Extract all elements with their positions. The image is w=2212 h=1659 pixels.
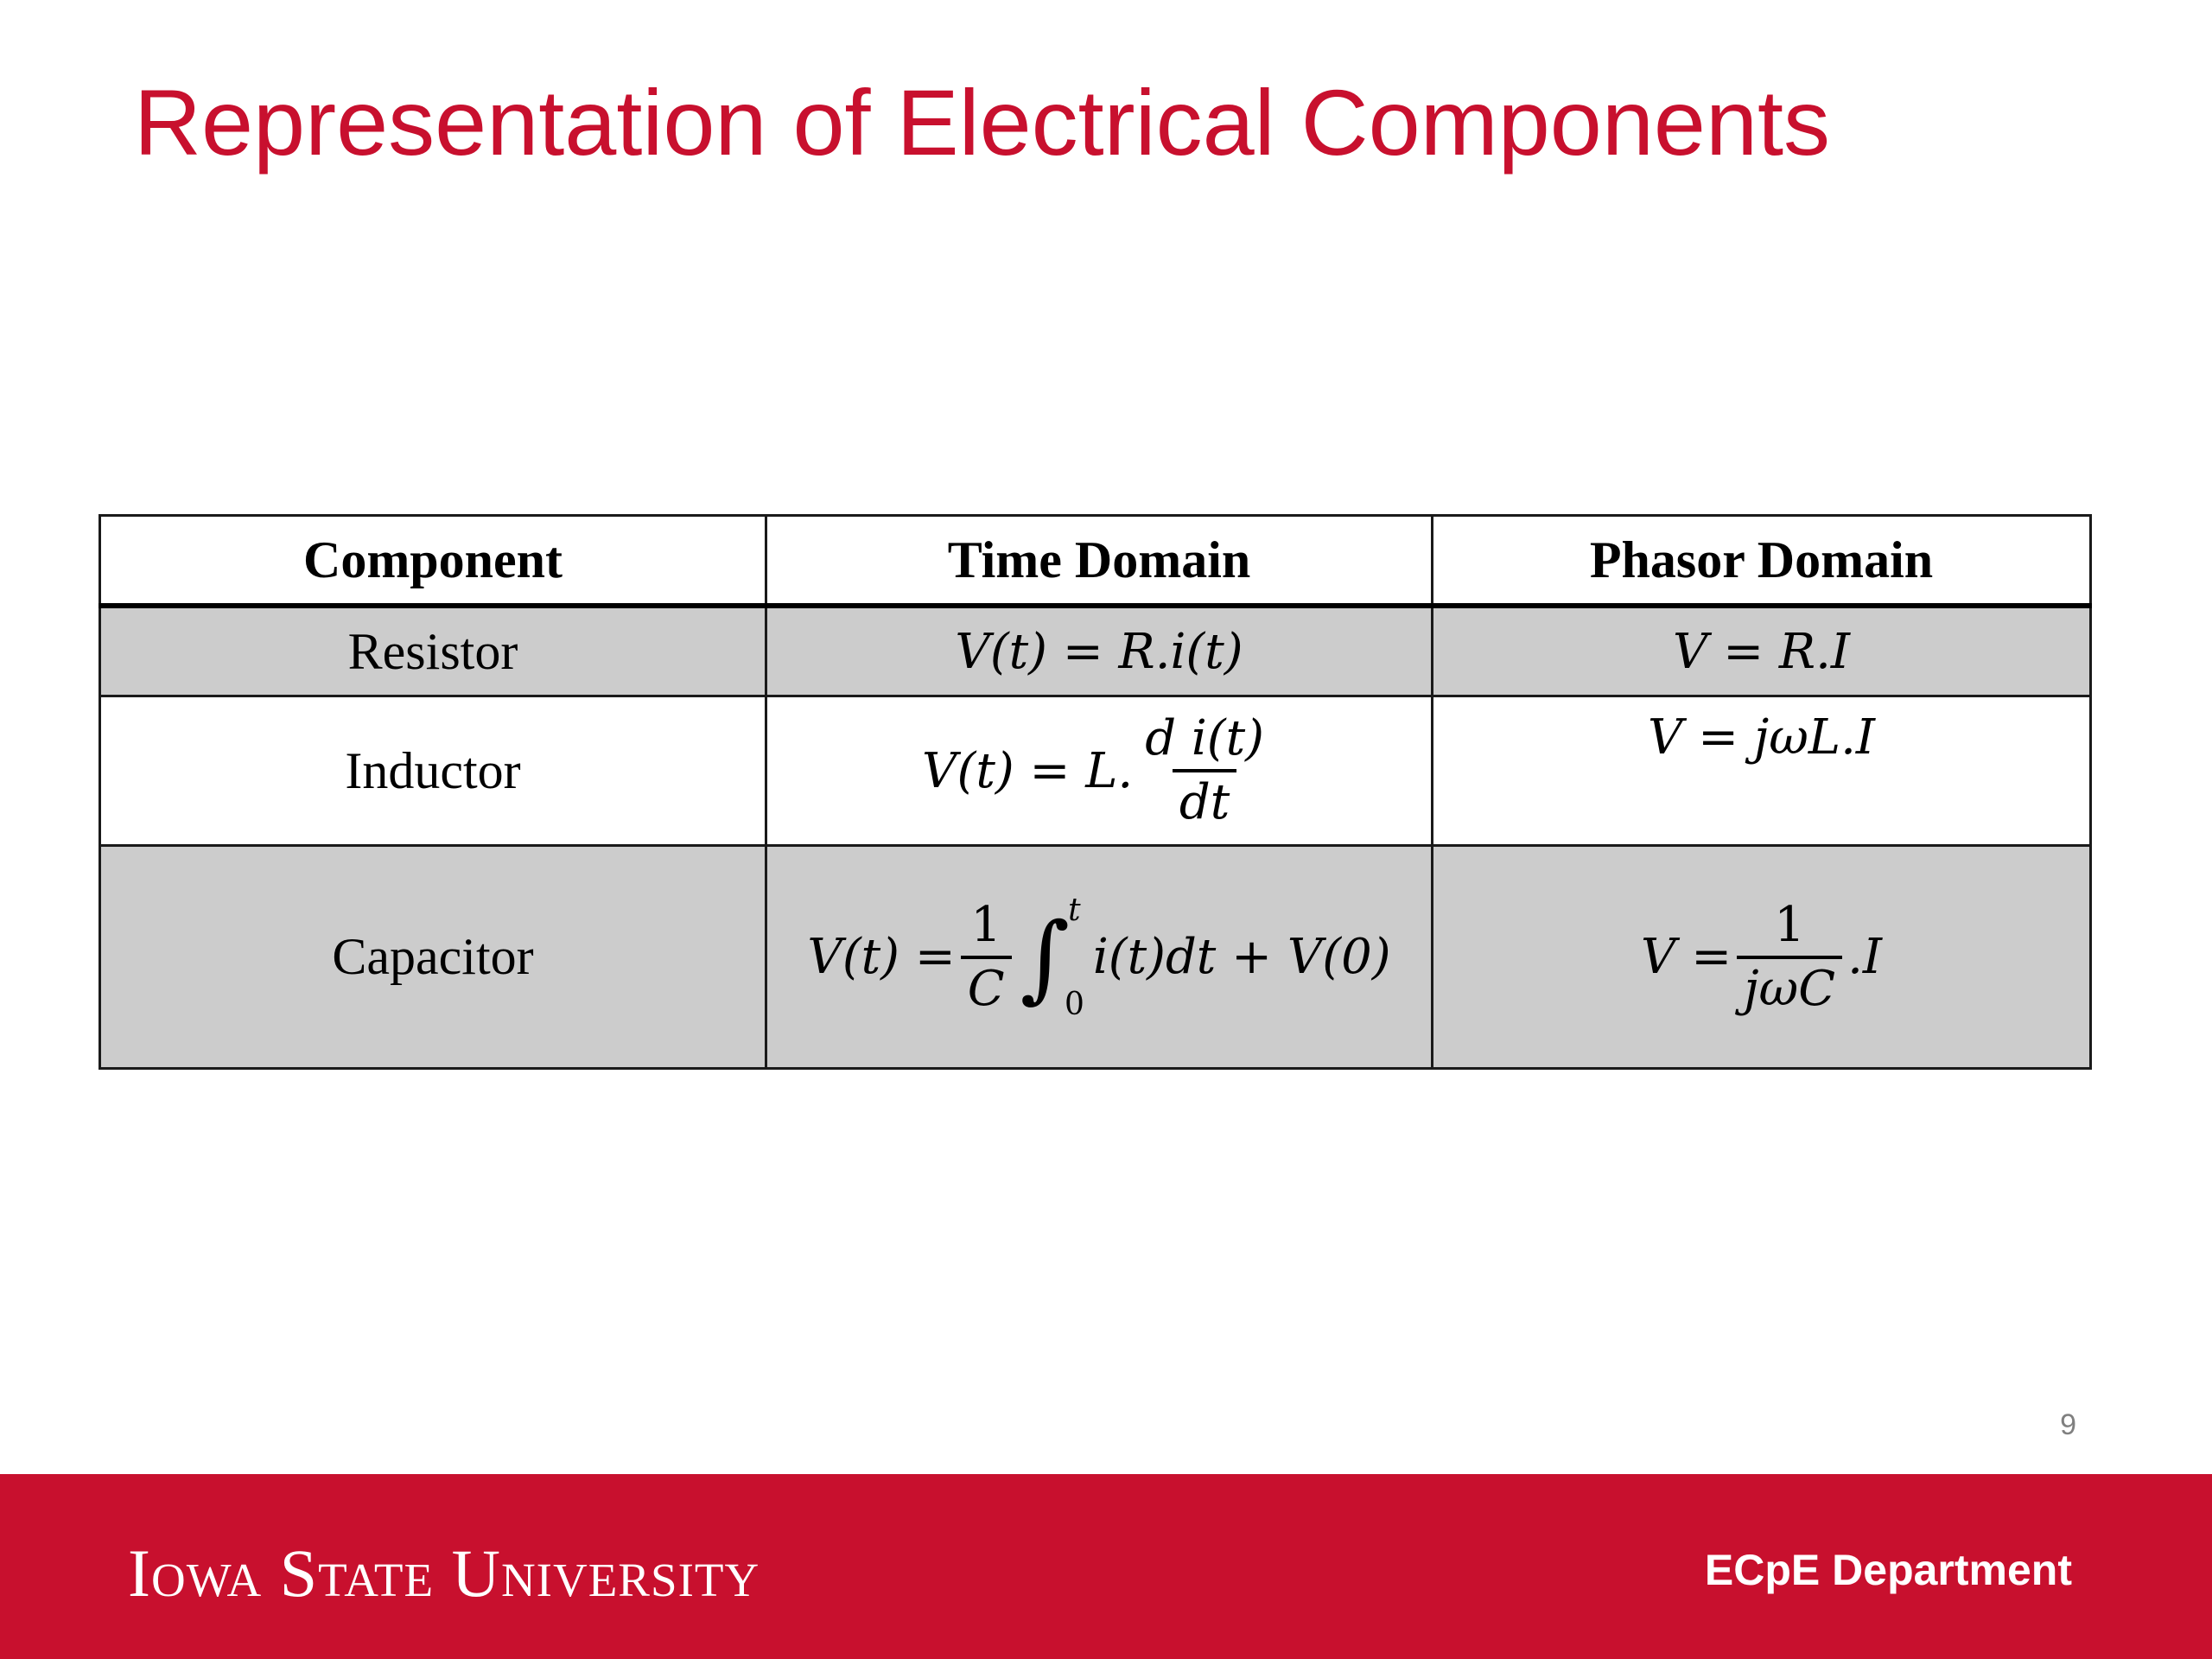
cell-time-inductor (766, 696, 1433, 846)
integral-sign-icon: ∫ (1020, 901, 1070, 1013)
equation-resistor-phasor: V = R.I (1672, 623, 1851, 680)
integral-lower-limit: 0 (1064, 986, 1084, 1022)
page-number: 9 (2060, 1408, 2076, 1441)
capacitor-phasor-numerator: 1 (1774, 896, 1805, 953)
capacitor-phasor-fraction (1737, 896, 1842, 1017)
equation-inductor-time (922, 712, 1276, 829)
capacitor-lhs: V(t) = (807, 929, 956, 985)
inductor-denominator: dt (1173, 769, 1236, 830)
equation-capacitor-phasor (1641, 896, 1882, 1017)
capacitor-phasor-rhs: .I (1847, 929, 1882, 985)
capacitor-integrand: i(t)dt + V(0) (1092, 929, 1391, 985)
integral-limits (1065, 893, 1084, 1022)
header-component: Component (100, 516, 766, 607)
cell-component-inductor: Inductor (100, 696, 766, 846)
table-row-capacitor (100, 846, 2091, 1069)
cell-phasor-resistor (1433, 606, 2091, 696)
header-phasor-domain: Phasor Domain (1433, 516, 2091, 607)
capacitor-coefficient-fraction (961, 896, 1012, 1017)
inductor-numerator: d i(t) (1145, 710, 1264, 767)
cell-phasor-capacitor (1433, 846, 2091, 1069)
cell-component-resistor: Resistor (100, 606, 766, 696)
equation-capacitor-time (807, 893, 1390, 1022)
equation-resistor-time: V(t) = R.i(t) (955, 623, 1243, 680)
components-table (99, 514, 2092, 1070)
integral (1020, 893, 1090, 1022)
cell-phasor-inductor (1433, 696, 2091, 846)
table-row-inductor (100, 696, 2091, 846)
capacitor-frac-denominator: C (961, 956, 1012, 1016)
slide-title: Representation of Electrical Components (134, 70, 1831, 175)
cell-component-capacitor: Capacitor (100, 846, 766, 1069)
header-time-domain: Time Domain (766, 516, 1433, 607)
inductor-derivative-fraction (1138, 712, 1271, 829)
cell-time-resistor (766, 606, 1433, 696)
capacitor-frac-numerator: 1 (970, 896, 1002, 953)
integral-upper-limit: t (1068, 892, 1081, 928)
footer-bar (0, 1474, 2212, 1659)
table-header-row (100, 516, 2091, 607)
capacitor-phasor-denominator: jωC (1737, 956, 1842, 1016)
capacitor-phasor-lhs: V = (1641, 929, 1732, 985)
equation-inductor-phasor: V = jωL.I (1647, 709, 1876, 766)
inductor-lhs: V(t) = L. (922, 742, 1134, 799)
university-logo: Iowa State University (128, 1535, 760, 1611)
department-label: ECpE Department (1704, 1546, 2072, 1594)
table-row-resistor (100, 606, 2091, 696)
cell-time-capacitor (766, 846, 1433, 1069)
